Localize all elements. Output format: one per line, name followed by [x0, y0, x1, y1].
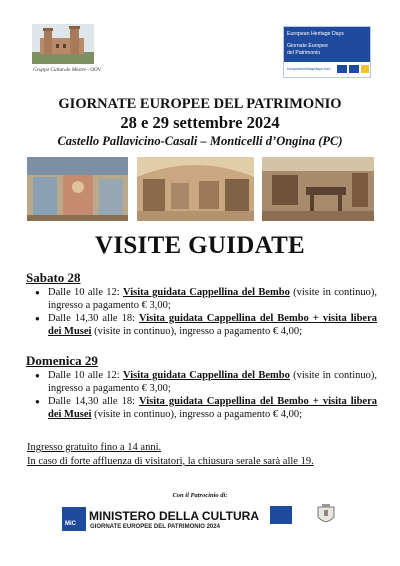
item-time: Dalle 14,30 alle 18: — [48, 313, 140, 324]
museum-workshop-photo — [262, 157, 374, 221]
bullet-icon: ● — [35, 371, 40, 380]
list-item-text — [48, 370, 377, 395]
note-free-entry: Ingresso gratuito fino a 14 anni. — [27, 442, 162, 453]
event-location: Castello Pallavicino-Casali – Monticelli d’Ongina (PC) — [57, 134, 343, 148]
item-visit-title: Visita guidata Cappellina del Bembo — [123, 287, 290, 298]
badge-title-it-line2: del Patrimonio — [287, 49, 321, 56]
list-item — [35, 370, 377, 395]
badge-title-en: European Heritage Days — [287, 31, 344, 37]
eu-flag-icon — [270, 506, 292, 524]
item-details: (visite in continuo), ingresso a pagamento € 3,00; — [48, 287, 377, 311]
list-item-text — [48, 396, 377, 421]
european-heritage-days-logo — [283, 26, 371, 78]
council-of-europe-flag-icon — [337, 65, 347, 73]
badge-title-it-line1: Giornate Europee — [287, 43, 328, 49]
patronage-label: Con il Patrocinio di: — [172, 492, 228, 499]
eu-flag-icon — [349, 65, 359, 73]
ehd-mark-icon — [361, 65, 369, 73]
item-visit-title: Visita guidata Cappellina del Bembo — [123, 370, 290, 381]
item-time: Dalle 14,30 alle 18: — [48, 396, 140, 407]
item-details: (visite in continuo), ingresso a pagamento € 4,00; — [91, 325, 303, 337]
mic-logo — [62, 507, 86, 531]
bullet-icon: ● — [35, 288, 40, 297]
castle-logo — [24, 20, 110, 78]
main-heading: VISITE GUIDATE — [94, 232, 306, 259]
ministero-subtitle: GIORNATE EUROPEE DEL PATRIMONIO 2024 — [90, 524, 220, 530]
list-item — [35, 313, 377, 338]
list-item — [35, 287, 377, 312]
day-heading-saturday: Sabato 28 — [26, 270, 81, 285]
bullet-icon: ● — [35, 397, 40, 406]
day-heading-sunday: Domenica 29 — [26, 353, 98, 368]
mic-logo-text: MiC — [65, 521, 76, 527]
item-details: (visite in continuo), ingresso a pagamento € 3,00; — [48, 370, 377, 394]
castle-illustration — [32, 24, 94, 64]
municipal-crest-icon — [316, 503, 336, 527]
castle-logo-caption: Gruppo Culturale Mestre - OOV — [33, 67, 101, 73]
ministero-name: MINISTERO DELLA CULTURA — [89, 509, 259, 523]
list-item — [35, 396, 377, 421]
event-dates: 28 e 29 settembre 2024 — [120, 113, 280, 132]
badge-title-it — [287, 43, 328, 56]
item-time: Dalle 10 alle 12: — [48, 287, 123, 298]
museum-vaulted-hall-photo — [137, 157, 254, 221]
item-time: Dalle 10 alle 12: — [48, 370, 123, 381]
item-visit-title: Visita guidata Cappellina del Bembo + visita libera dei Musei — [48, 313, 378, 337]
list-item-text — [48, 313, 377, 338]
item-visit-title: Visita guidata Cappellina del Bembo + visita libera dei Musei — [48, 396, 378, 420]
bullet-icon: ● — [35, 314, 40, 323]
note-closing-time: In caso di forte affluenza di visitatori, la chiusura serale sarà alle 19. — [27, 456, 314, 467]
event-title: GIORNATE EUROPEE DEL PATRIMONIO — [58, 96, 342, 112]
list-item-text — [48, 287, 377, 312]
item-details: (visite in continuo), ingresso a pagamento € 4,00; — [91, 408, 303, 420]
fresco-chapel-photo — [27, 157, 128, 221]
badge-url: europeanheritagedays.com — [287, 67, 331, 71]
